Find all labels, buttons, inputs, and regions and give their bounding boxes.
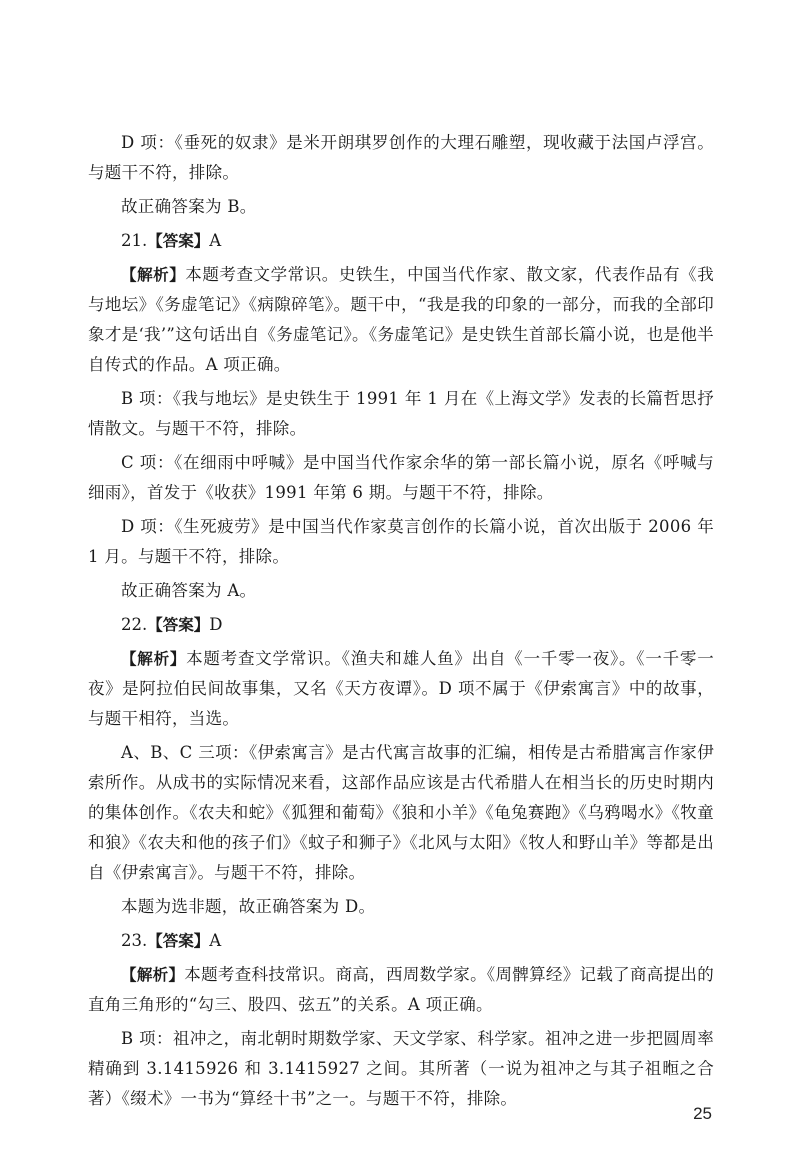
analysis-paragraph <box>88 644 714 734</box>
analysis-paragraph <box>88 960 714 1020</box>
answer-line <box>88 226 714 256</box>
question-number: 23. <box>121 931 148 950</box>
answer-value: A <box>209 231 222 250</box>
answer-label: 【答案】 <box>147 932 210 950</box>
text-paragraph: 故正确答案为 A。 <box>121 581 257 600</box>
analysis-label: 【解析】 <box>121 266 186 284</box>
text-paragraph: B 项：祖冲之，南北朝时期数学家、天文学家、科学家。祖冲之进一步把圆周率精确到 3.1415926 和 3.1415927 之间。其所著（一说为祖冲之与其子祖暅之合著）《缀术》一书为“算经十书”之一。与题干不符，排除。 <box>88 1029 714 1108</box>
text-paragraph: D 项：《生死疲劳》是中国当代作家莫言创作的长篇小说，首次出版于 2006 年 1 月。与题干不符，排除。 <box>88 517 714 566</box>
text-paragraph: A、B、C 三项：《伊索寓言》是古代寓言故事的汇编，相传是古希腊寓言作家伊索所作。从成书的实际情况来看，这部作品应该是古代希腊人在相当长的历史时期内的集体创作。《农夫和蛇》《狐狸和葡萄》《狼和小羊》《龟兔赛跑》《乌鸦喝水》《牧童和狼》《农夫和他的孩子们》《蚊子和狮子》《北风与太阳》《牧人和野山羊》等都是出自《伊索寓言》。与题干不符，排除。 <box>88 743 714 882</box>
analysis-text: 本题考查文学常识。《渔夫和雄人鱼》出自《一千零一夜》。《一千零一夜》是阿拉伯民间故事集，又名《天方夜谭》。D 项不属于《伊索寓言》中的故事，与题干相符，当选。 <box>88 649 714 728</box>
answer-value: D <box>209 615 223 634</box>
question-number: 22. <box>121 615 148 634</box>
page-number: 25 <box>693 1104 712 1123</box>
analysis-paragraph <box>88 260 714 380</box>
analysis-text: 本题考查文学常识。史铁生，中国当代作家、散文家，代表作品有《我与地坛》《务虚笔记》《病隙碎笔》。题干中，“我是我的印象的一部分，而我的全部印象才是‘我’”这句话出自《务虚笔记》。《务虚笔记》是史铁生首部长篇小说，也是他半自传式的作品。A 项正确。 <box>88 265 714 374</box>
document-body <box>88 128 714 1114</box>
analysis-label: 【解析】 <box>121 966 185 984</box>
answer-label: 【答案】 <box>147 232 210 250</box>
text-paragraph: C 项：《在细雨中呼喊》是中国当代作家余华的第一部长篇小说，原名《呼喊与细雨》，首发于《收获》1991 年第 6 期。与题干不符，排除。 <box>88 453 714 502</box>
answer-value: A <box>209 931 222 950</box>
answer-line <box>88 610 714 640</box>
answer-line <box>88 926 714 956</box>
document-page <box>88 128 714 1118</box>
text-paragraph: 本题为选非题，故正确答案为 D。 <box>121 897 376 916</box>
analysis-label: 【解析】 <box>121 650 187 668</box>
question-number: 21. <box>121 231 148 250</box>
text-paragraph: B 项：《我与地坛》是史铁生于 1991 年 1 月在《上海文学》发表的长篇哲思抒情散文。与题干不符，排除。 <box>88 389 714 438</box>
text-paragraph: D 项：《垂死的奴隶》是米开朗琪罗创作的大理石雕塑，现收藏于法国卢浮宫。与题干不符，排除。 <box>88 133 714 182</box>
answer-label: 【答案】 <box>147 616 210 634</box>
analysis-text: 本题考查科技常识。商高，西周数学家。《周髀算经》记载了商高提出的直角三角形的“勾三、股四、弦五”的关系。A 项正确。 <box>88 965 715 1014</box>
text-paragraph: 故正确答案为 B。 <box>121 197 257 216</box>
